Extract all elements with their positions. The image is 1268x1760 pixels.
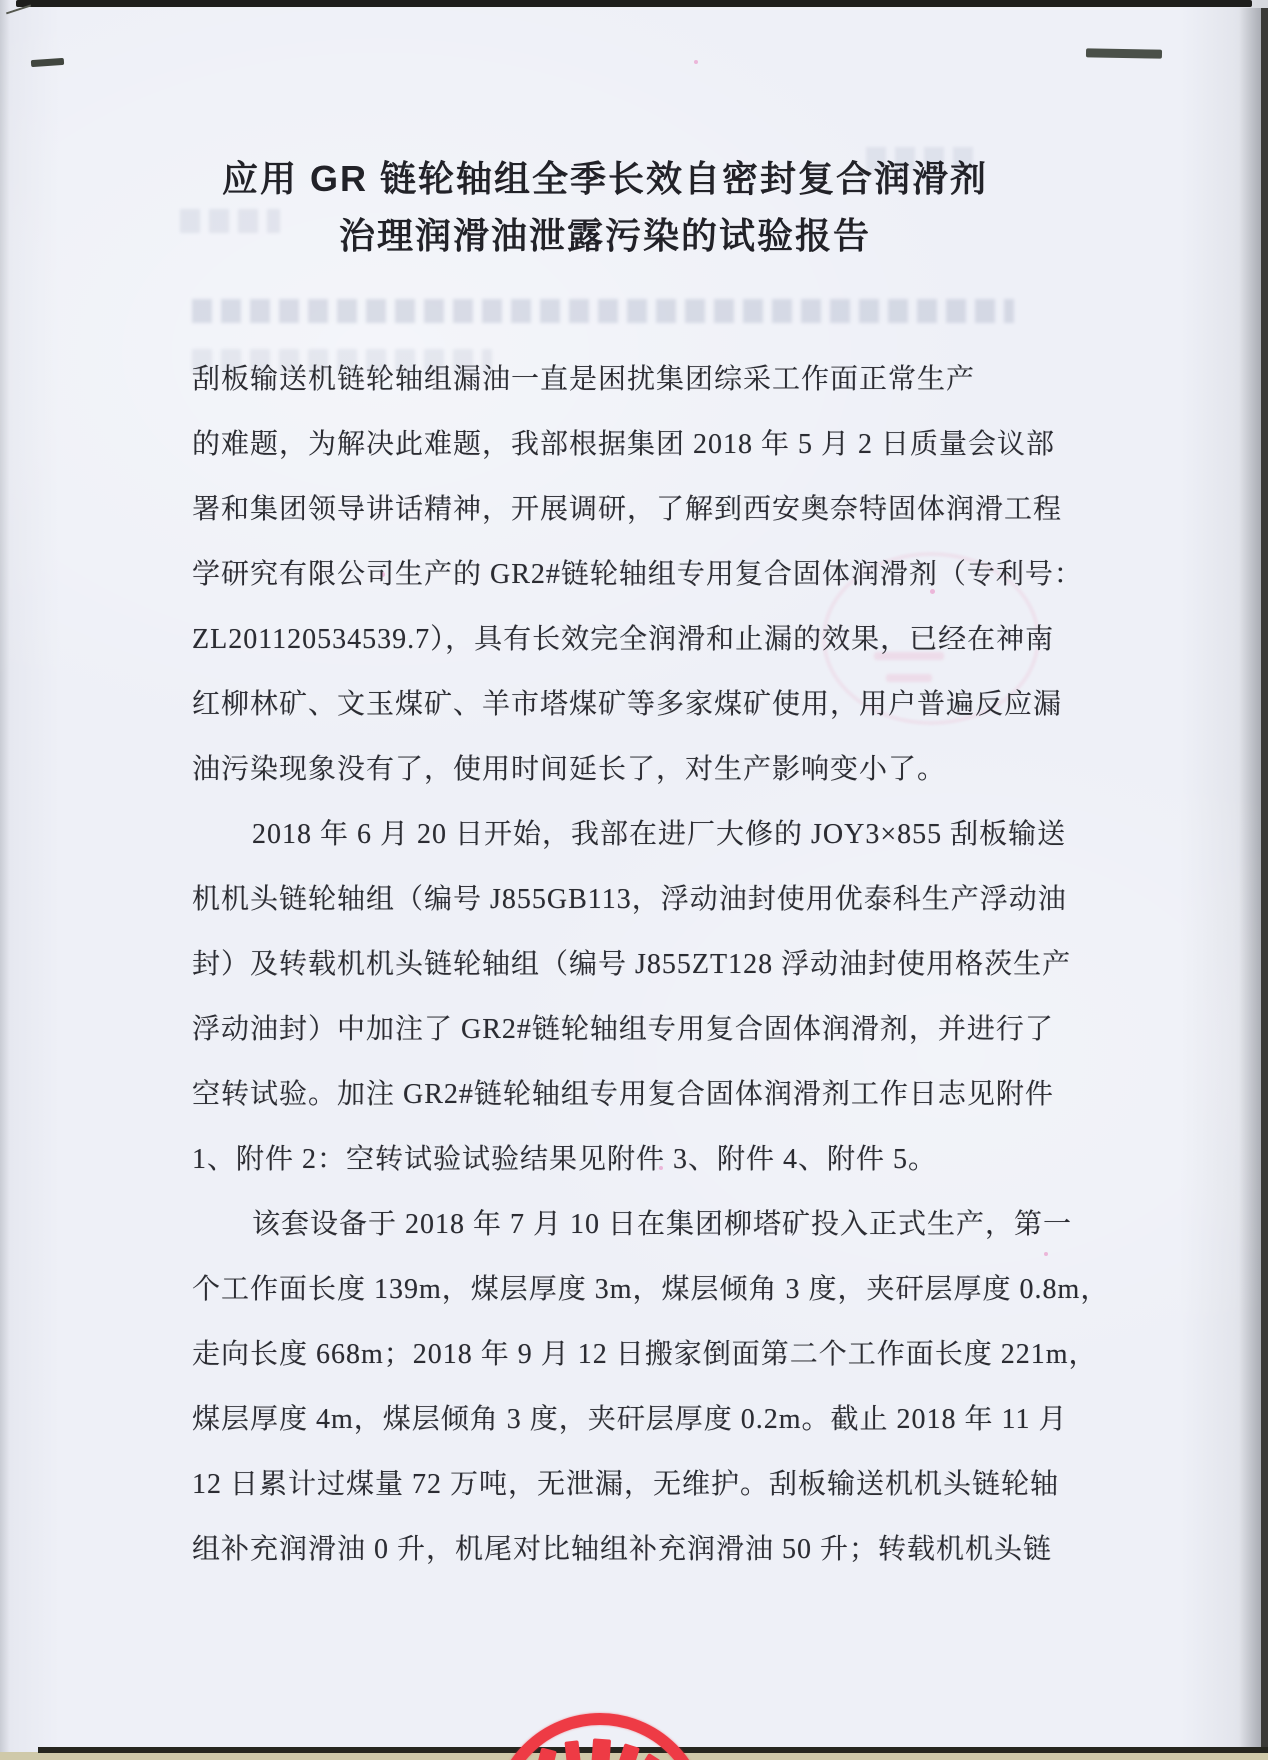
- body-line: 空转试验。加注 GR2#链轮轴组专用复合固体润滑剂工作日志见附件: [192, 1079, 1054, 1110]
- body-line: 的难题，为解决此难题，我部根据集团 2018 年 5 月 2 日质量会议部: [192, 429, 1056, 460]
- body-line: 学研究有限公司生产的 GR2#链轮轴组专用复合固体润滑剂（专利号：: [192, 559, 1083, 590]
- body-line: 浮动油封）中加注了 GR2#链轮轴组专用复合固体润滑剂，并进行了: [192, 1014, 1054, 1045]
- page-corner-fold-mark: [6, 4, 36, 29]
- body-line: 刮板输送机链轮轴组漏油一直是困扰集团综采工作面正常生产: [192, 364, 976, 395]
- body-line: 机机头链轮轴组（编号 J855GB113，浮动油封使用优泰科生产浮动油: [192, 884, 1067, 915]
- ink-speck: [694, 60, 698, 64]
- body-line: 个工作面长度 139m，煤层厚度 3m，煤层倾角 3 度，夹矸层厚度 0.8m，: [192, 1274, 1110, 1305]
- body-line: ZL201120534539.7），具有长效完全润滑和止漏的效果，已经在神南: [192, 624, 1055, 655]
- body-line: 红柳林矿、文玉煤矿、羊市塔煤矿等多家煤矿使用，用户普遍反应漏: [192, 689, 1063, 720]
- body-line: 该套设备于 2018 年 7 月 10 日在集团柳塔矿投入正式生产，第一: [252, 1209, 1073, 1240]
- body-line: 12 日累计过煤量 72 万吨，无泄漏，无维护。刮板输送机机头链轮轴: [192, 1469, 1060, 1500]
- body-line: 组补充润滑油 0 升，机尾对比轴组补充润滑油 50 升；转载机机头链: [192, 1534, 1053, 1565]
- body-line: 2018 年 6 月 20 日开始，我部在进厂大修的 JOY3×855 刮板输送: [252, 819, 1067, 850]
- report-title-line-1: 应用 GR 链轮轴组全季长效自密封复合润滑剂: [221, 158, 988, 199]
- report-title: [0, 150, 1210, 264]
- report-title-line-2: 治理润滑油泄露污染的试验报告: [338, 215, 871, 256]
- scan-right-edge-artifact: [1261, 8, 1268, 1760]
- body-line: 封）及转载机机头链轮轴组（编号 J855ZT128 浮动油封使用格茨生产: [192, 949, 1072, 980]
- report-body: [192, 347, 1110, 1582]
- red-stamp-seal: [492, 1713, 708, 1760]
- scan-top-edge-artifact: [16, 0, 1252, 7]
- body-line: 油污染现象没有了，使用时间延长了，对生产影响变小了。: [192, 754, 947, 785]
- body-line: 煤层厚度 4m，煤层倾角 3 度，夹矸层厚度 0.2m。截止 2018 年 11 月: [192, 1404, 1068, 1435]
- body-line: 署和集团领导讲话精神，开展调研，了解到西安奥奈特固体润滑工程: [192, 494, 1063, 525]
- body-line: 1、附件 2：空转试验试验结果见附件 3、附件 4、附件 5。: [192, 1144, 938, 1175]
- scan-mark-right: [1086, 48, 1162, 58]
- scan-right-shadow: [1239, 8, 1261, 1760]
- bleedthrough-text-smudge: [192, 299, 1014, 323]
- body-line: 走向长度 668m；2018 年 9 月 12 日搬家倒面第二个工作面长度 221m，: [192, 1339, 1098, 1370]
- scan-mark-left: [31, 58, 64, 67]
